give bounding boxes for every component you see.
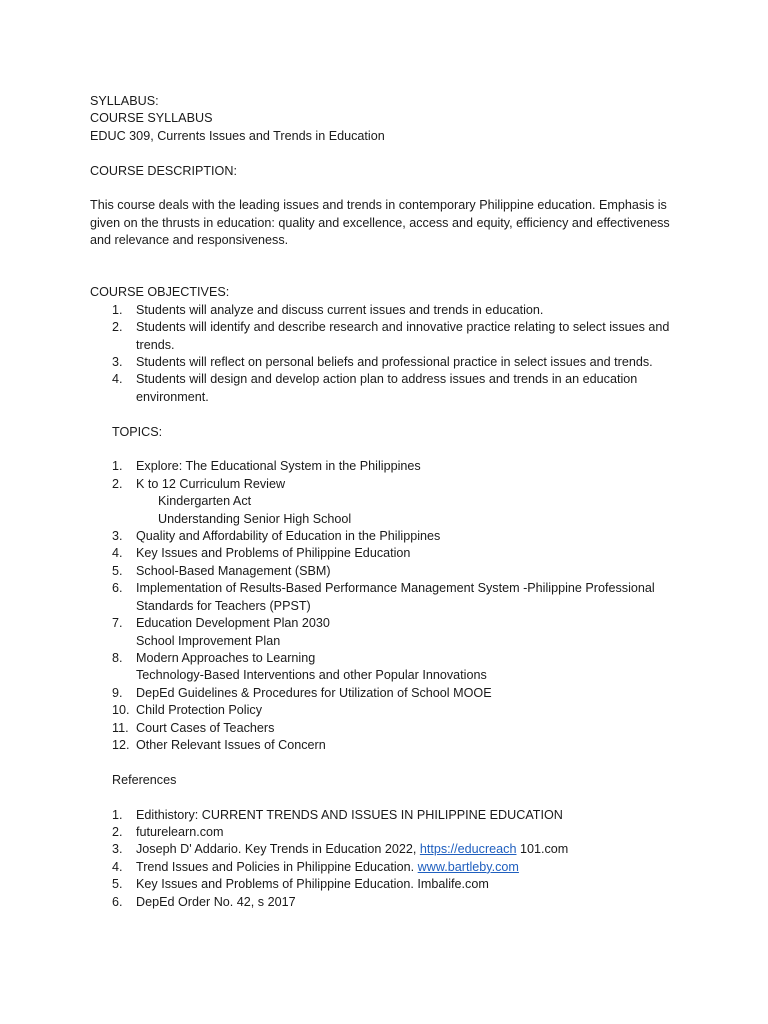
objective-text: Students will analyze and discuss current issues and trends in education.	[136, 302, 544, 317]
subtopic-text: School Improvement Plan	[136, 633, 281, 648]
syllabus-label: SYLLABUS:	[90, 94, 159, 108]
topics-list	[90, 458, 690, 754]
course-description-text: This course deals with the leading issues and trends in contemporary Philippine education. Emphasis is given on the thrusts in education: quality and excellence, access and equity, efficiency and effectiveness and relevance and responsiveness.	[90, 198, 670, 248]
syllabus-document	[90, 93, 690, 911]
item-number: 7.	[112, 616, 123, 631]
topic-text: Key Issues and Problems of Philippine Education	[136, 546, 411, 561]
bartleby-link[interactable]: www.bartleby.com	[417, 859, 519, 874]
objective-text: Students will reflect on personal beliefs and professional practice in select issues and trends.	[136, 355, 653, 370]
list-item	[90, 824, 676, 841]
item-number: 4.	[112, 372, 123, 387]
topic-text: Child Protection Policy	[136, 703, 262, 718]
list-item	[90, 876, 676, 893]
item-number: 8.	[112, 650, 123, 665]
item-number: 6.	[112, 581, 123, 596]
reference-text: Trend Issues and Policies in Philippine Education.	[136, 859, 415, 874]
topic-text: DepEd Guidelines & Procedures for Utilization of School MOOE	[136, 685, 492, 700]
item-number: 5.	[112, 563, 123, 578]
list-item	[90, 302, 676, 319]
list-item	[90, 371, 676, 406]
reference-line	[136, 859, 676, 876]
topic-text: K to 12 Curriculum Review	[136, 476, 286, 491]
item-number: 11.	[112, 720, 129, 735]
item-number: 6.	[112, 894, 123, 909]
list-item	[90, 859, 676, 876]
subtopic-text: Kindergarten Act	[158, 494, 252, 509]
list-item	[90, 720, 676, 737]
course-syllabus-label: COURSE SYLLABUS	[90, 111, 213, 126]
item-number: 3.	[112, 529, 123, 544]
reference-text: futurelearn.com	[136, 824, 224, 839]
references-heading: References	[112, 772, 177, 787]
list-item	[90, 737, 676, 754]
reference-text: Edithistory: CURRENT TRENDS AND ISSUES IN PHILIPPINE EDUCATION	[136, 807, 563, 822]
topic-text: Modern Approaches to Learning	[136, 650, 316, 665]
item-number: 2.	[112, 824, 123, 839]
objective-text: Students will identify and describe research and innovative practice relating to select issues and trends.	[136, 320, 670, 352]
list-item	[90, 702, 676, 719]
topic-text: Court Cases of Teachers	[136, 720, 275, 735]
item-number: 12.	[112, 737, 130, 752]
reference-text-after: 101.com	[519, 842, 569, 857]
reference-text: Key Issues and Problems of Philippine Education. Imbalife.com	[136, 877, 489, 892]
list-item	[90, 545, 676, 562]
item-number: 2.	[112, 476, 123, 491]
item-number: 4.	[112, 859, 123, 874]
subtopic-text: Understanding Senior High School	[158, 511, 352, 526]
course-objectives-heading: COURSE OBJECTIVES:	[90, 285, 230, 300]
reference-line	[136, 841, 676, 858]
subtopic-text: Technology-Based Interventions and other Popular Innovations	[136, 668, 487, 683]
list-item	[90, 563, 676, 580]
list-item	[90, 615, 676, 650]
item-number: 1.	[112, 807, 123, 822]
topic-text: Other Relevant Issues of Concern	[136, 737, 326, 752]
list-item	[90, 841, 676, 858]
item-number: 2.	[112, 320, 123, 335]
course-description-heading: COURSE DESCRIPTION:	[90, 163, 237, 178]
list-item	[90, 894, 676, 911]
item-number: 1.	[112, 302, 123, 317]
list-item	[90, 319, 676, 354]
item-number: 1.	[112, 459, 123, 474]
reference-text: DepEd Order No. 42, s 2017	[136, 894, 296, 909]
list-item	[90, 458, 676, 475]
educreach-link[interactable]: https://educreach	[419, 842, 517, 857]
topic-text: Quality and Affordability of Education in the Philippines	[136, 529, 441, 544]
topic-text: Education Development Plan 2030	[136, 616, 330, 631]
topic-text: Explore: The Educational System in the Philippines	[136, 459, 421, 474]
list-item	[90, 685, 676, 702]
list-item	[90, 650, 676, 685]
item-number: 3.	[112, 842, 123, 857]
list-item	[90, 807, 676, 824]
references-list	[90, 807, 690, 911]
item-number: 9.	[112, 685, 123, 700]
list-item	[90, 354, 676, 371]
item-number: 10.	[112, 703, 130, 718]
item-number: 4.	[112, 546, 123, 561]
objective-text: Students will design and develop action plan to address issues and trends in an education environment.	[136, 372, 638, 404]
list-item	[90, 580, 676, 615]
topic-text: School-Based Management (SBM)	[136, 563, 331, 578]
item-number: 3.	[112, 355, 123, 370]
item-number: 5.	[112, 877, 123, 892]
topic-text: Implementation of Results-Based Performance Management System -Philippine Professional Standards for Teachers (PPST)	[136, 581, 655, 613]
list-item	[90, 476, 676, 528]
course-title: EDUC 309, Currents Issues and Trends in Education	[90, 128, 385, 143]
list-item	[90, 528, 676, 545]
topics-heading: TOPICS:	[112, 424, 163, 439]
reference-text: Joseph D' Addario. Key Trends in Education 2022,	[136, 842, 417, 857]
objectives-list	[90, 302, 690, 406]
